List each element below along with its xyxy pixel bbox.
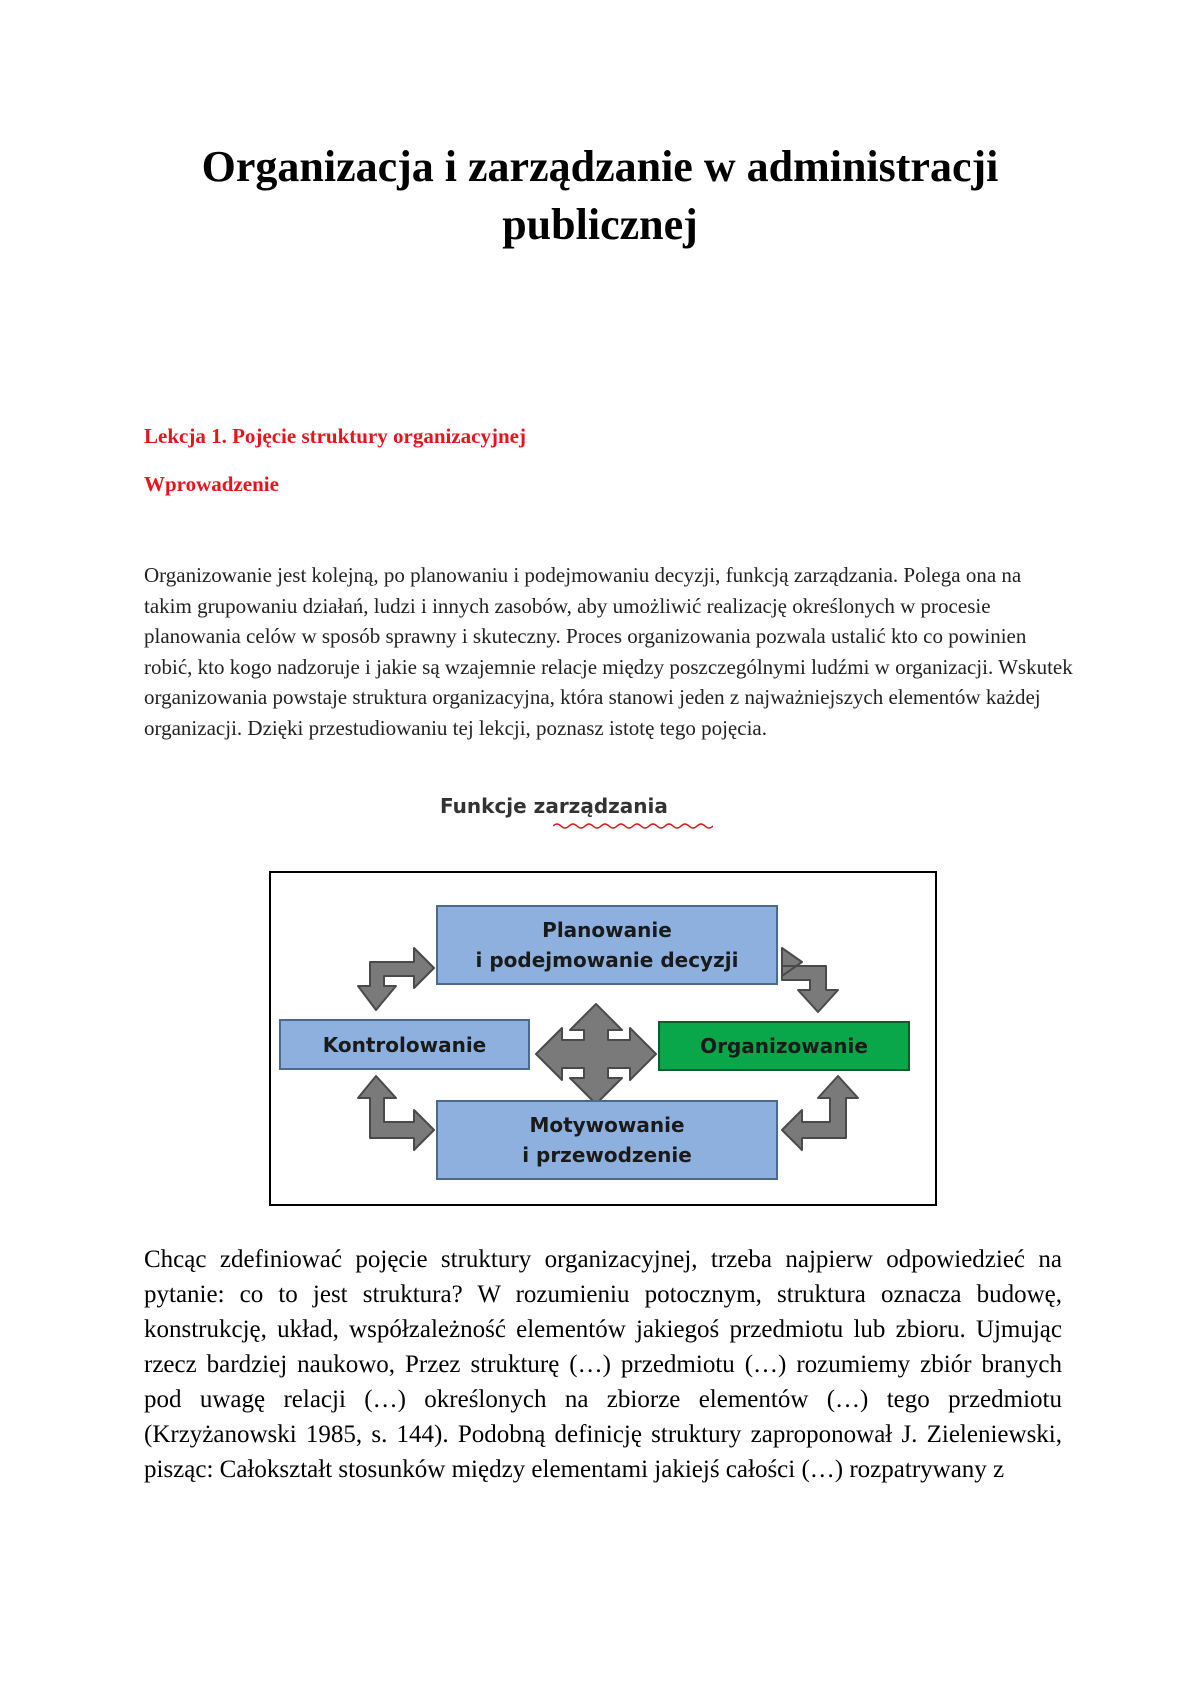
box-kontrolowanie: Kontrolowanie: [279, 1019, 530, 1070]
box-planowanie: Planowanie i podejmowanie decyzji: [436, 905, 778, 985]
box-motywowanie: Motywowanie i przewodzenie: [436, 1100, 778, 1180]
document-title: Organizacja i zarządzanie w administracji publicznej: [201, 142, 999, 249]
lesson-heading: Lekcja 1. Pojęcie struktury organizacyjnej: [144, 424, 526, 448]
diagram-title: Funkcje zarządzania: [440, 794, 668, 818]
intro-heading: Wprowadzenie: [144, 472, 279, 496]
box-organizowanie: Organizowanie: [658, 1021, 910, 1071]
body-paragraph: Chcąc zdefiniować pojęcie struktury organizacyjnej, trzeba najpierw odpowiedzieć na pytanie: co to jest struktura? W rozumieniu potocznym, struktura oznacza budowę, konstrukcję, układ, współzależność elementów jakiegoś przedmiotu lub zbioru. Ujmując rzecz bardziej naukowo, Przez strukturę (…) przedmiotu (…) rozumiemy zbiór branych pod uwagę relacji (…) określonych na zbiorze elementów (…) tego przedmiotu (Krzyżanowski 1985, s. 144). Podobną definicję struktury zaproponował J. Zieleniewski, pisząc: Całokształt stosunków między elementami jakiejś całości (…) rozpatrywany z: [144, 1246, 1062, 1483]
spellcheck-underline: [553, 822, 713, 830]
intro-paragraph: Organizowanie jest kolejną, po planowaniu i podejmowaniu decyzji, funkcją zarządzania. Polega ona na takim grupowaniu działań, ludzi i innych zasobów, aby umożliwić realizację określonych w procesie planowania celów w sposób sprawny i skuteczny. Proces organizowania pozwala ustalić kto co powinien robić, kto kogo nadzoruje i jakie są wzajemnie relacje między poszczególnymi ludźmi w organizacji. Wskutek organizowania powstaje struktura organizacyjna, która stanowi jeden z najważniejszych elementów każdej organizacji. Dzięki przestudiowaniu tej lekcji, poznasz istotę tego pojęcia.: [144, 563, 1073, 740]
